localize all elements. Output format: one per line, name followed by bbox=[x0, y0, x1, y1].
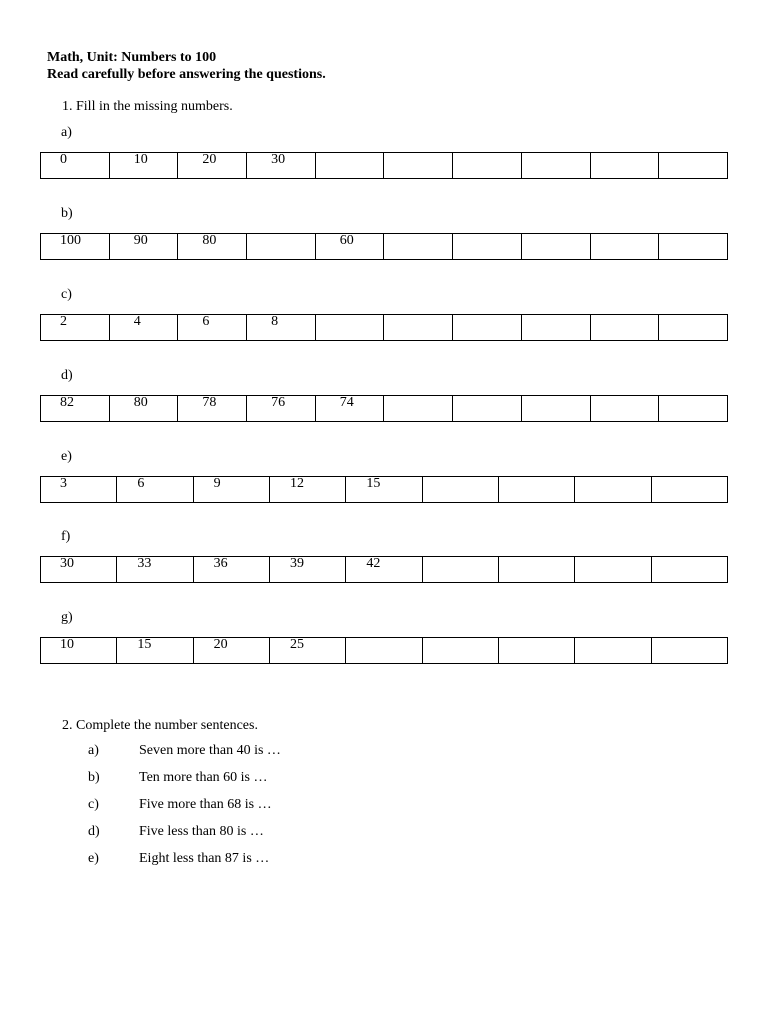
number-cell bbox=[117, 638, 193, 664]
blank-answer-cell[interactable] bbox=[521, 153, 590, 179]
blank-answer-cell[interactable] bbox=[247, 234, 316, 260]
cell-value: 12 bbox=[289, 476, 304, 491]
number-cell bbox=[193, 477, 269, 503]
cell-value: 76 bbox=[271, 395, 286, 410]
cell-value: 0 bbox=[60, 152, 67, 167]
cell-value: 3 bbox=[60, 476, 67, 491]
blank-answer-cell[interactable] bbox=[659, 234, 728, 260]
number-sequence-table bbox=[40, 233, 728, 260]
number-cell bbox=[41, 557, 117, 583]
number-cell bbox=[41, 234, 110, 260]
cell-value: 20 bbox=[202, 152, 217, 167]
number-cell bbox=[41, 315, 110, 341]
number-sequence-table bbox=[40, 476, 728, 503]
cell-value: 20 bbox=[213, 637, 228, 652]
cell-value: 4 bbox=[133, 314, 141, 329]
blank-answer-cell[interactable] bbox=[590, 234, 659, 260]
blank-answer-cell[interactable] bbox=[422, 477, 498, 503]
blank-answer-cell[interactable] bbox=[453, 396, 522, 422]
cell-value: 15 bbox=[366, 476, 381, 491]
blank-answer-cell[interactable] bbox=[590, 315, 659, 341]
number-sentence bbox=[88, 797, 272, 813]
blank-answer-cell[interactable] bbox=[384, 315, 453, 341]
row-label: a) bbox=[61, 125, 72, 140]
number-cell bbox=[247, 153, 316, 179]
row-label: g) bbox=[61, 610, 73, 625]
number-cell bbox=[178, 234, 247, 260]
blank-answer-cell[interactable] bbox=[384, 153, 453, 179]
sentence-text: Five less than 80 is … bbox=[139, 824, 264, 839]
number-cell bbox=[269, 477, 345, 503]
blank-answer-cell[interactable] bbox=[521, 234, 590, 260]
cell-value: 90 bbox=[133, 233, 148, 248]
cell-value: 80 bbox=[133, 395, 148, 410]
cell-value: 74 bbox=[339, 395, 354, 410]
number-cell bbox=[178, 153, 247, 179]
sentence-text: Five more than 68 is … bbox=[139, 797, 272, 812]
sentence-text: Eight less than 87 is … bbox=[139, 851, 270, 866]
blank-answer-cell[interactable] bbox=[521, 396, 590, 422]
blank-answer-cell[interactable] bbox=[659, 153, 728, 179]
number-cell bbox=[109, 153, 178, 179]
number-cell bbox=[247, 396, 316, 422]
blank-answer-cell[interactable] bbox=[651, 557, 727, 583]
blank-answer-cell[interactable] bbox=[659, 315, 728, 341]
table-row bbox=[41, 234, 728, 260]
number-sentence bbox=[88, 770, 268, 786]
cell-value: 36 bbox=[213, 556, 228, 571]
blank-answer-cell[interactable] bbox=[590, 396, 659, 422]
cell-value: 30 bbox=[271, 152, 286, 167]
table-row bbox=[41, 477, 728, 503]
number-cell bbox=[41, 153, 110, 179]
blank-answer-cell[interactable] bbox=[453, 315, 522, 341]
blank-answer-cell[interactable] bbox=[575, 557, 651, 583]
question-1-title: 1. Fill in the missing numbers. bbox=[62, 99, 233, 114]
blank-answer-cell[interactable] bbox=[659, 396, 728, 422]
blank-answer-cell[interactable] bbox=[651, 477, 727, 503]
row-label: d) bbox=[61, 368, 73, 383]
blank-answer-cell[interactable] bbox=[422, 557, 498, 583]
cell-value: 25 bbox=[289, 637, 304, 652]
number-cell bbox=[269, 638, 345, 664]
blank-answer-cell[interactable] bbox=[384, 234, 453, 260]
cell-value: 100 bbox=[60, 233, 81, 248]
cell-value: 30 bbox=[60, 556, 74, 571]
table-row bbox=[41, 153, 728, 179]
number-cell bbox=[178, 396, 247, 422]
cell-value: 15 bbox=[137, 637, 152, 652]
number-sentence bbox=[88, 743, 281, 759]
cell-value: 80 bbox=[202, 233, 217, 248]
cell-value: 78 bbox=[202, 395, 217, 410]
number-cell bbox=[109, 396, 178, 422]
row-label: e) bbox=[61, 449, 72, 464]
blank-answer-cell[interactable] bbox=[498, 557, 574, 583]
number-cell bbox=[117, 477, 193, 503]
number-cell bbox=[247, 315, 316, 341]
question-2-title: 2. Complete the number sentences. bbox=[62, 718, 258, 733]
number-cell bbox=[117, 557, 193, 583]
sentence-letter: e) bbox=[88, 851, 99, 866]
blank-answer-cell[interactable] bbox=[575, 477, 651, 503]
blank-answer-cell[interactable] bbox=[590, 153, 659, 179]
number-sentence bbox=[88, 824, 264, 840]
cell-value: 10 bbox=[60, 637, 74, 652]
sentence-letter: c) bbox=[88, 797, 99, 812]
blank-answer-cell[interactable] bbox=[521, 315, 590, 341]
cell-value: 6 bbox=[137, 476, 145, 491]
row-label: f) bbox=[61, 529, 71, 544]
cell-value: 60 bbox=[339, 233, 354, 248]
blank-answer-cell[interactable] bbox=[422, 638, 498, 664]
blank-answer-cell[interactable] bbox=[453, 234, 522, 260]
number-cell bbox=[193, 638, 269, 664]
sentence-text: Ten more than 60 is … bbox=[139, 770, 268, 785]
row-label: c) bbox=[61, 287, 72, 302]
table-row bbox=[41, 638, 728, 664]
number-sequence-table bbox=[40, 637, 728, 664]
blank-answer-cell[interactable] bbox=[498, 477, 574, 503]
number-cell bbox=[109, 315, 178, 341]
blank-answer-cell[interactable] bbox=[453, 153, 522, 179]
cell-value: 6 bbox=[202, 314, 210, 329]
cell-value: 8 bbox=[271, 314, 279, 329]
cell-value: 2 bbox=[60, 314, 67, 329]
number-sequence-table bbox=[40, 395, 728, 422]
cell-value: 42 bbox=[366, 556, 381, 571]
blank-answer-cell[interactable] bbox=[575, 638, 651, 664]
blank-answer-cell[interactable] bbox=[384, 396, 453, 422]
number-cell bbox=[315, 396, 384, 422]
cell-value: 9 bbox=[213, 476, 221, 491]
number-cell bbox=[193, 557, 269, 583]
sentence-text: Seven more than 40 is … bbox=[139, 743, 281, 758]
sentence-letter: a) bbox=[88, 743, 99, 758]
blank-answer-cell[interactable] bbox=[315, 315, 384, 341]
worksheet-instructions: Read carefully before answering the questions. bbox=[47, 67, 326, 82]
number-cell bbox=[41, 477, 117, 503]
number-cell bbox=[315, 234, 384, 260]
sentence-letter: d) bbox=[88, 824, 100, 839]
cell-value: 82 bbox=[60, 395, 74, 410]
number-cell bbox=[346, 557, 422, 583]
blank-answer-cell[interactable] bbox=[315, 153, 384, 179]
number-cell bbox=[346, 477, 422, 503]
number-sequence-table bbox=[40, 314, 728, 341]
cell-value: 33 bbox=[137, 556, 152, 571]
blank-answer-cell[interactable] bbox=[498, 638, 574, 664]
cell-value: 10 bbox=[133, 152, 148, 167]
number-cell bbox=[109, 234, 178, 260]
table-row bbox=[41, 396, 728, 422]
blank-answer-cell[interactable] bbox=[651, 638, 727, 664]
number-cell bbox=[41, 638, 117, 664]
number-cell bbox=[269, 557, 345, 583]
cell-value: 39 bbox=[289, 556, 304, 571]
table-row bbox=[41, 557, 728, 583]
number-cell bbox=[41, 396, 110, 422]
sentence-letter: b) bbox=[88, 770, 100, 785]
worksheet-header bbox=[47, 49, 326, 83]
number-sentence bbox=[88, 851, 269, 867]
number-sequence-table bbox=[40, 152, 728, 179]
row-label: b) bbox=[61, 206, 73, 221]
number-sequence-table bbox=[40, 556, 728, 583]
worksheet-title: Math, Unit: Numbers to 100 bbox=[47, 50, 217, 65]
number-cell bbox=[178, 315, 247, 341]
blank-answer-cell[interactable] bbox=[346, 638, 422, 664]
table-row bbox=[41, 315, 728, 341]
